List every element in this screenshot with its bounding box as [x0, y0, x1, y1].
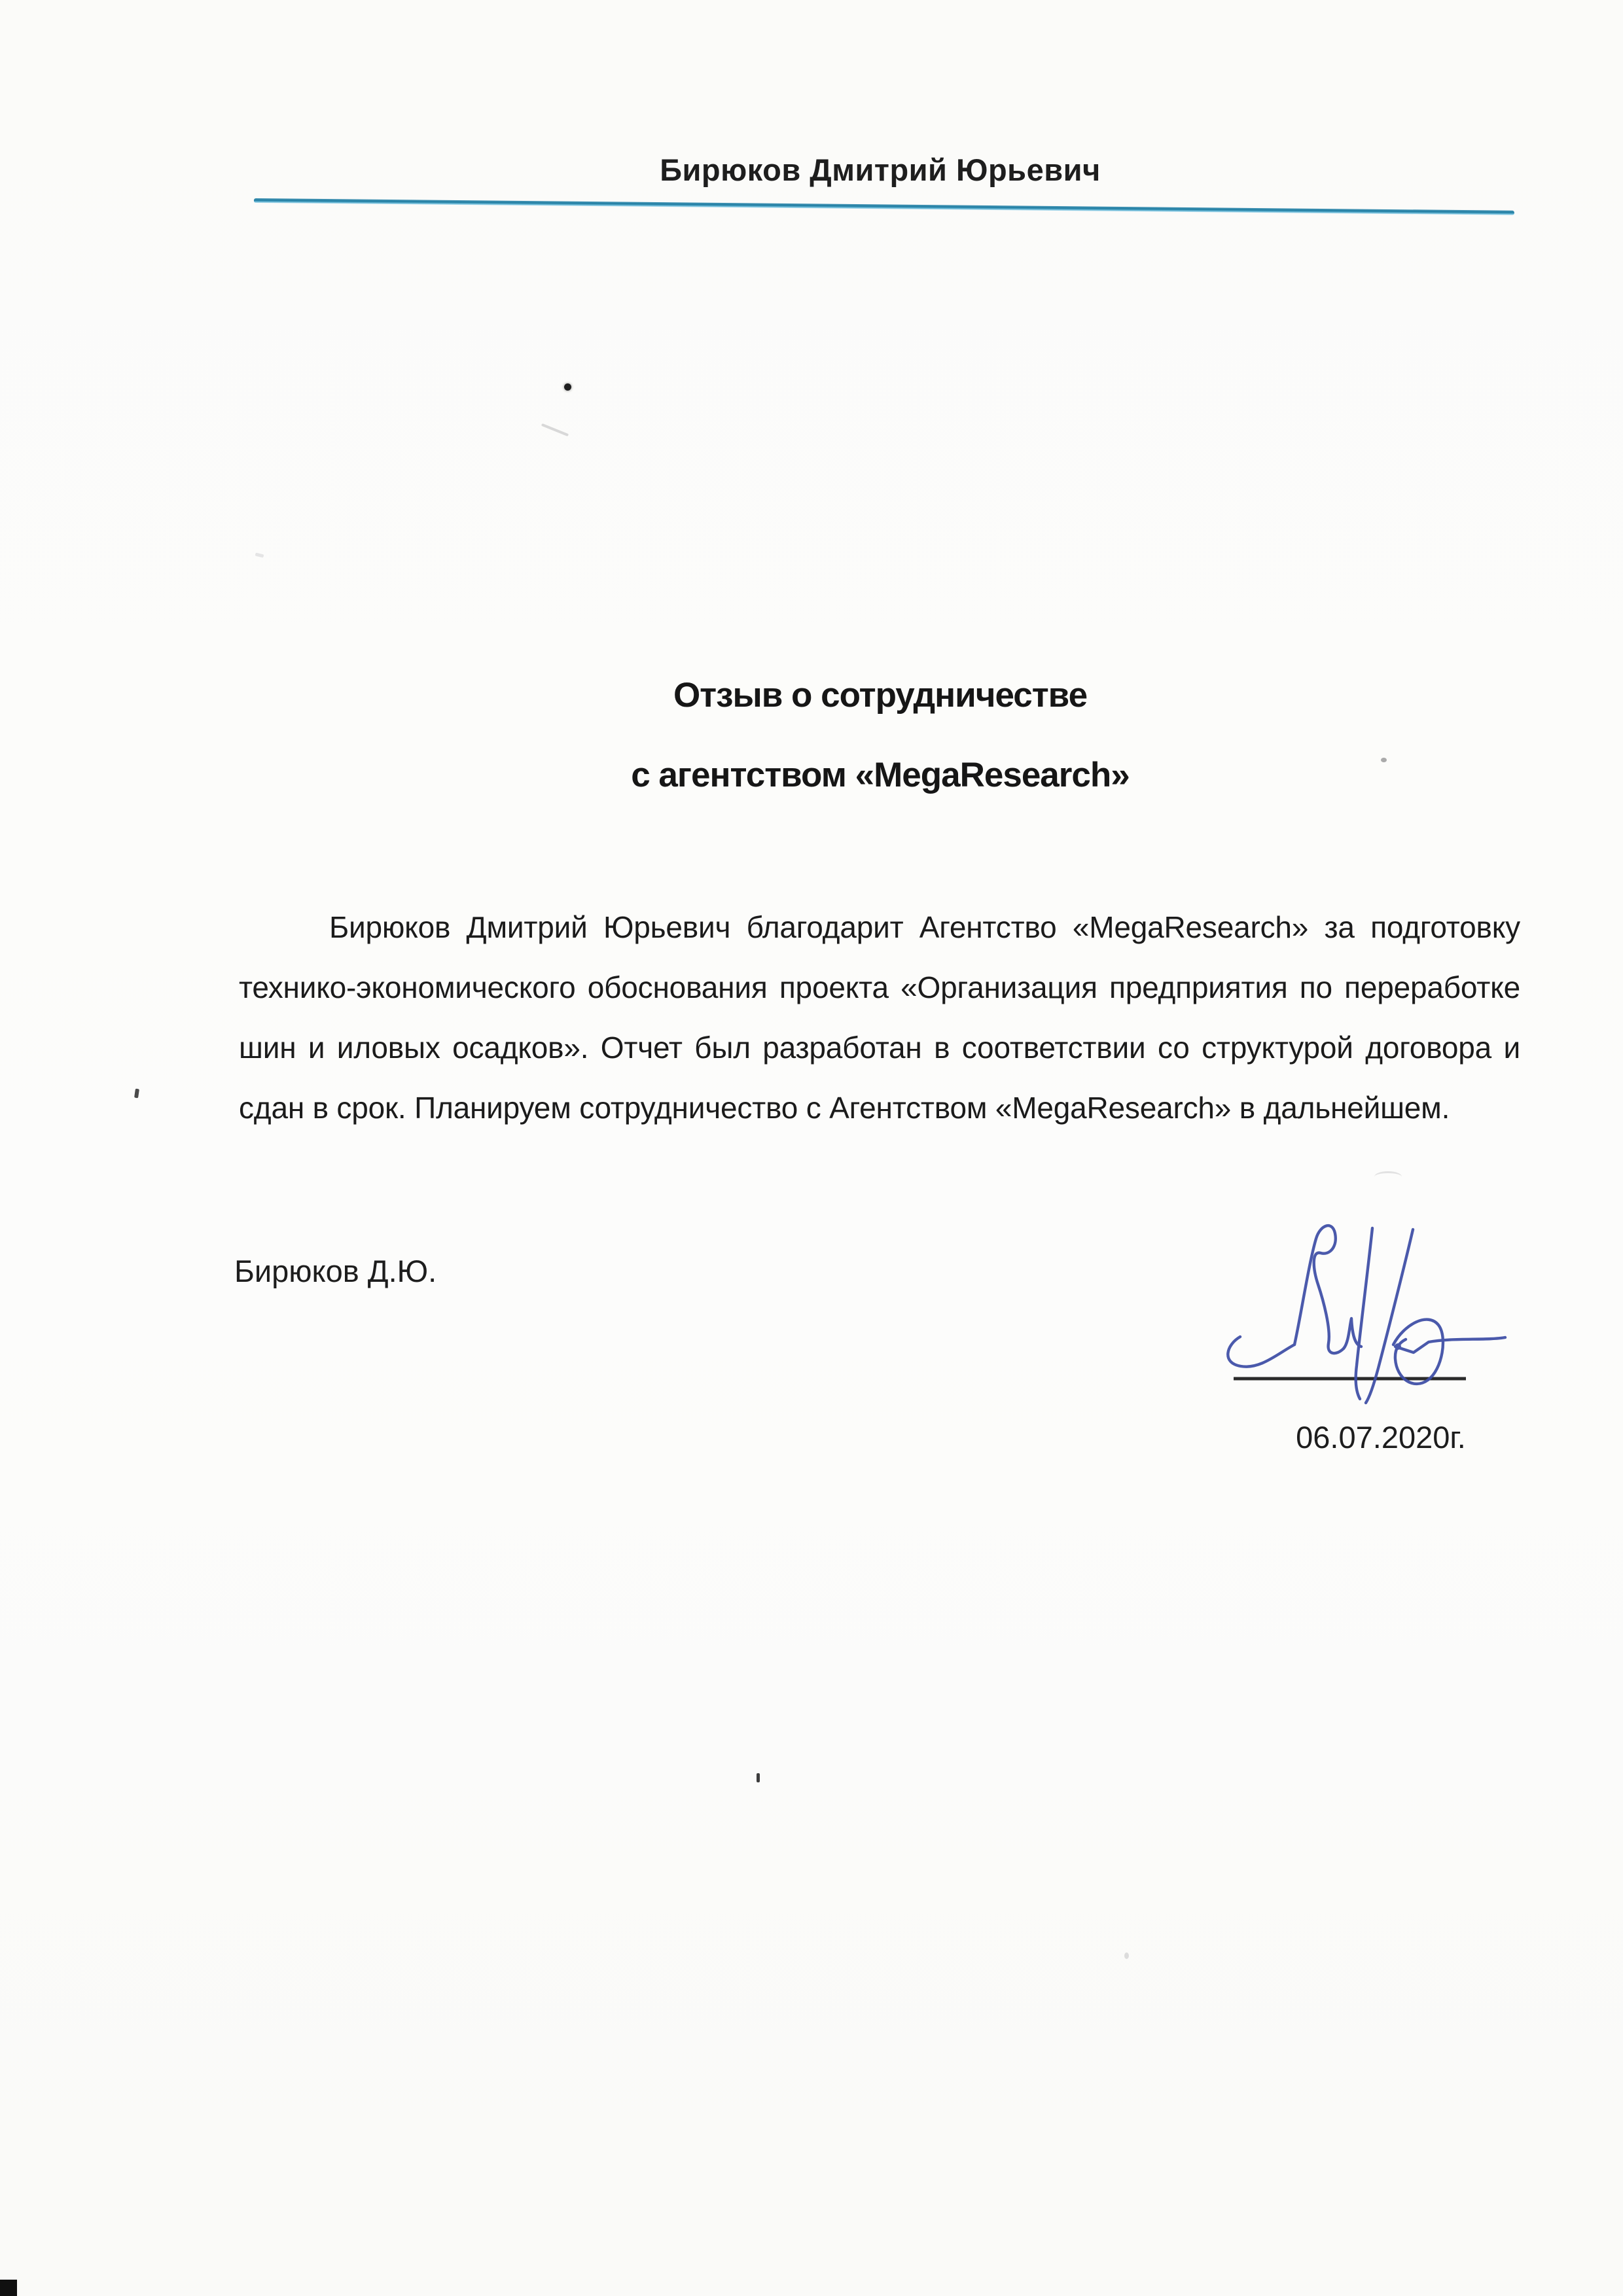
- header-divider-rule: [254, 198, 1514, 215]
- body-paragraph: [239, 897, 1520, 1138]
- scan-speck-mark: [255, 553, 264, 558]
- document-subtitle: с агентством «MegaResearch»: [631, 756, 1130, 794]
- signature-ink-image: [1211, 1207, 1538, 1423]
- scan-speck-gray-2: [1124, 1952, 1129, 1959]
- scan-speck-arc: [1374, 1171, 1402, 1182]
- scan-speck-gray: [1381, 758, 1387, 762]
- scan-corner-mark: [0, 2280, 17, 2296]
- signer-name: Бирюков Д.Ю.: [234, 1254, 437, 1288]
- document-date: 06.07.2020г.: [1296, 1420, 1466, 1455]
- scan-speck-squiggle: [541, 423, 569, 436]
- body-line-4: сдан в срок. Планируем сотрудничество с Агентством «MegaResearch» в дальнейшем.: [239, 1091, 1450, 1125]
- scan-speck-tick: [134, 1089, 139, 1099]
- signature-strokes: [1228, 1226, 1505, 1403]
- body-line-2: технико-экономического обоснования проекта «Организация предприятия по переработке: [239, 970, 1520, 1004]
- scan-speck-dot: [564, 383, 571, 391]
- header-author-name: Бирюков Дмитрий Юрьевич: [660, 152, 1101, 187]
- scan-speck-tick-2: [757, 1773, 760, 1782]
- body-line-1: Бирюков Дмитрий Юрьевич благодарит Агентство «MegaResearch» за подготовку: [329, 910, 1520, 944]
- body-line-3: шин и иловых осадков». Отчет был разработан в соответствии со структурой договора и: [239, 1031, 1520, 1065]
- signature-block: [1211, 1207, 1538, 1423]
- document-title: Отзыв о сотрудничестве: [673, 676, 1088, 715]
